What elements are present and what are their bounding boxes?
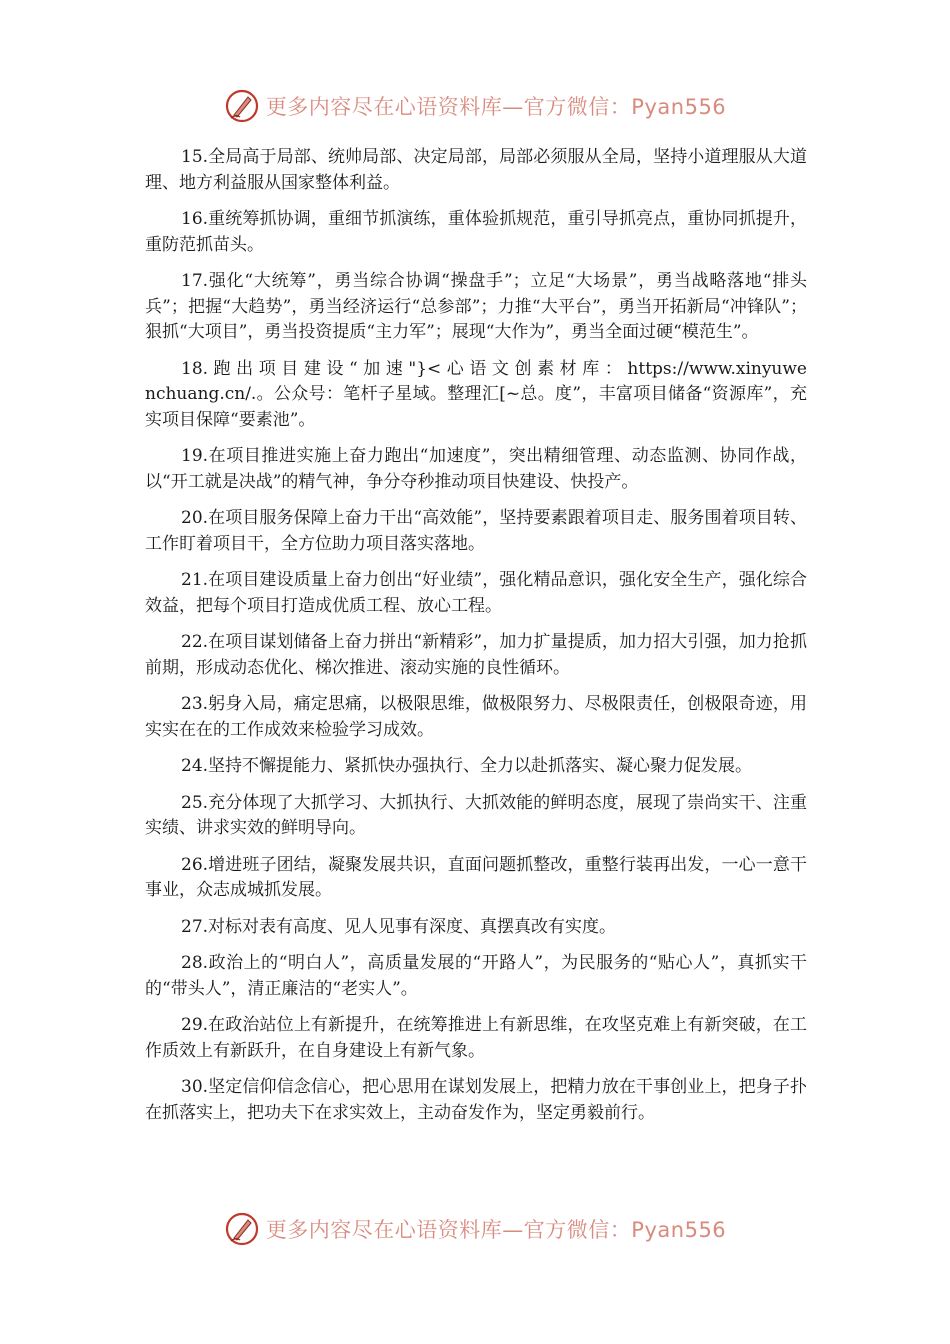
paragraph-27: 27.对标对表有高度、见人见事有深度、真摆真改有实度。 <box>181 916 617 937</box>
paragraph-17: 17.强化“大统筹”，勇当综合协调“操盘手”；立足“大场景”，勇当战略落地“排头兵”；把握“大趋势”，勇当经济运行“总参部”；力推“大平台”，勇当开拓新局“冲锋队”；狠抓“大项目”，勇当投资提质“主力军”；展现“大作为”，勇当全面过硬“模范生”。 <box>145 271 807 342</box>
header-banner-text: 更多内容尽在心语资料库—官方微信：Pyan556 <box>265 95 727 119</box>
footer-banner <box>0 1205 950 1253</box>
footer-banner-text: 更多内容尽在心语资料库—官方微信：Pyan556 <box>265 1218 727 1242</box>
paragraph-23: 23.躬身入局，痛定思痛，以极限思维，做极限努力、尽极限责任，创极限奇迹，用实实在在的工作成效来检验学习成效。 <box>145 694 807 740</box>
paragraph-15: 15.全局高于局部、统帅局部、决定局部，局部必须服从全局，坚持小道理服从大道理、地方利益服从国家整体利益。 <box>145 147 807 193</box>
quill-pen-logo-icon <box>224 1211 260 1247</box>
paragraph-16: 16.重统筹抓协调，重细节抓演练，重体验抓规范，重引导抓亮点，重协同抓提升，重防范抓苗头。 <box>145 209 807 255</box>
paragraph-20: 20.在项目服务保障上奋力干出“高效能”，坚持要素跟着项目走、服务围着项目转、工作盯着项目干，全方位助力项目落实落地。 <box>145 508 807 554</box>
paragraph-24: 24.坚持不懈提能力、紧抓快办强执行、全力以赴抓落实、凝心聚力促发展。 <box>181 756 753 776</box>
quill-pen-logo-icon <box>224 88 260 124</box>
paragraph-21: 21.在项目建设质量上奋力创出“好业绩”，强化精品意识，强化安全生产，强化综合效益，把每个项目打造成优质工程、放心工程。 <box>145 570 807 616</box>
paragraph-25: 25.充分体现了大抓学习、大抓执行、大抓效能的鲜明态度，展现了崇尚实干、注重实绩、讲求实效的鲜明导向。 <box>145 792 807 838</box>
paragraph-22: 22.在项目谋划储备上奋力拼出“新精彩”，加力扩量提质，加力招大引强，加力抢抓前期，形成动态优化、梯次推进、滚动实施的良性循环。 <box>145 632 807 678</box>
paragraph-30: 30.坚定信仰信念信心，把心思用在谋划发展上，把精力放在干事创业上，把身子扑在抓落实上，把功夫下在求实效上，主动奋发作为，坚定勇毅前行。 <box>145 1077 807 1123</box>
paragraph-19: 19.在项目推进实施上奋力跑出“加速度”，突出精细管理、动态监测、协同作战，以“开工就是决战”的精气神，争分夺秒推动项目快建设、快投产。 <box>145 446 807 492</box>
paragraph-18: 18. 跑 出 项 目 建 设 “ 加 速 "}< 心 语 文 创 素 材 库 ： https://www.xinyuwenchuang.cn/.。公众号：笔杆子星域。整理汇[~总。度”，丰富项目储备“资源库”，充实项目保障“要素池”。 <box>145 358 807 430</box>
document-body <box>145 145 807 1137</box>
paragraph-26: 26.增进班子团结，凝聚发展共识，直面问题抓整改，重整行装再出发，一心一意干事业，众志成城抓发展。 <box>145 854 807 900</box>
paragraph-29: 29.在政治站位上有新提升，在统筹推进上有新思维，在攻坚克难上有新突破，在工作质效上有新跃升，在自身建设上有新气象。 <box>145 1015 807 1061</box>
header-banner <box>0 82 950 130</box>
paragraph-28: 28.政治上的“明白人”，高质量发展的“开路人”，为民服务的“贴心人”，真抓实干的“带头人”，清正廉洁的“老实人”。 <box>145 953 807 999</box>
